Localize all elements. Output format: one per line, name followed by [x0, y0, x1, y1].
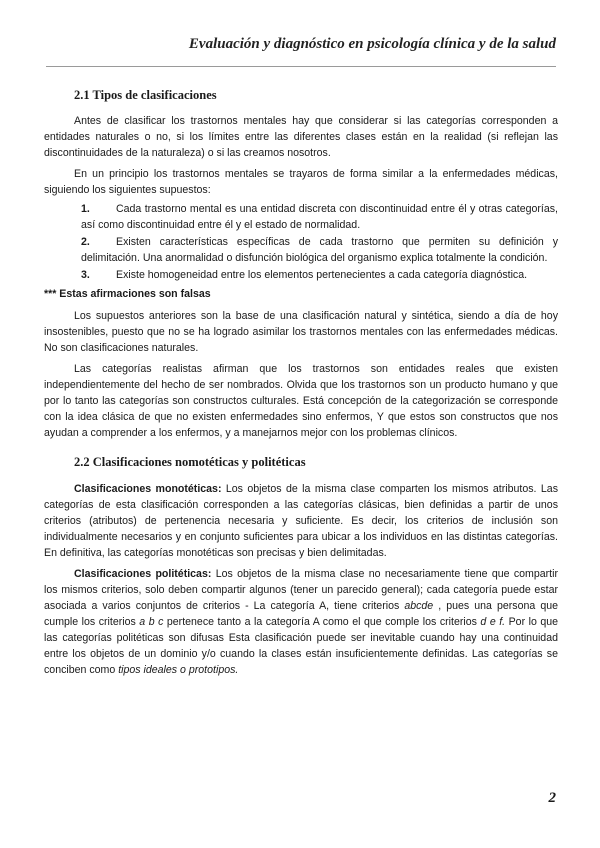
note-false-statements: *** Estas afirmaciones son falsas — [44, 288, 211, 300]
politeticas-text-4: Por lo que las categorías politéticas son difusas Esta clasificación puede ser inevitable cuando hay una continuidad entre los objetos de un dominio y/o cuando la clases están insuficientemente definidas. Las categorías se conciben como — [44, 616, 559, 676]
header-divider — [46, 66, 556, 67]
list-item-number: 1. — [81, 203, 90, 215]
paragraph-categorias-realistas: Las categorías realistas afirman que los trastornos son entidades reales que existen independientemente del hecho de ser nombrados. Olvida que los trastornos son un producto humano y que por lo tanto las categorías son constructos culturales. Está concepción de la categorización se corresponde con la idea clásica de que no existen enfermedades sino enfermos, Y que estos son constructos que nos ayudan a comprender a los enfermos, y a manejarnos mejor con los problemas clínicos. — [44, 363, 558, 439]
section-heading-tipos: 2.1 Tipos de clasificaciones — [74, 88, 217, 102]
paragraph-intro: Antes de clasificar los trastornos mentales hay que considerar si las categorías corresponden a entidades naturales o no, si los límites entre las diferentes clases están en la realidad (si reflejan las discontinuidades de la naturaleza) o si las creamos nosotros. — [44, 115, 558, 159]
paragraph-monoteticas — [44, 481, 558, 561]
list-item-text: Existe homogeneidad entre los elementos pertenecientes a cada categoría diagnóstica. — [116, 269, 528, 281]
tipos-ideales-prototipos: tipos ideales o prototipos. — [118, 664, 239, 676]
section-heading-clasificaciones: 2.2 Clasificaciones nomotéticas y politéticas — [74, 455, 306, 469]
list-item — [44, 234, 558, 266]
list-item-text: Cada trastorno mental es una entidad discreta con discontinuidad entre él y otras categorías, así como discontinuidad entre él y el estado de normalidad. — [81, 203, 558, 231]
list-item — [44, 267, 558, 283]
paragraph-supuestos: En un principio los trastornos mentales se trayaros de forma similar a la enfermedades médicas, siguiendo los siguientes supuestos: — [44, 168, 558, 196]
page-content — [44, 86, 558, 683]
list-item-number: 3. — [81, 269, 90, 281]
list-item — [44, 201, 558, 233]
page-number: 2 — [548, 790, 556, 806]
paragraph-politeticas — [44, 566, 558, 678]
criteria-def: d e f. — [480, 616, 506, 628]
assumptions-list — [44, 201, 558, 283]
term-monoteticas: Clasificaciones monotéticas: — [74, 483, 222, 495]
politeticas-text-2: , pues una persona que cumple los criterios — [44, 600, 558, 628]
running-header-title: Evaluación y diagnóstico en psicología clínica y de la salud — [188, 36, 556, 52]
paragraph-insostenibles: Los supuestos anteriores son la base de una clasificación natural y sintética, siendo a día de hoy insostenibles, puesto que no se ha logrado asimilar los trastornos mentales con las enfermedades médicas. No son clasificaciones naturales. — [44, 310, 558, 354]
politeticas-text-1: Los objetos de la misma clase no necesariamente tiene que compartir los mismos criterios, solo deben compartir algunos (tener un parecido general); cada categoría puede estar asociada a varios conjuntos de criterios - La categoría A, tiene criterios — [44, 568, 558, 612]
politeticas-text-3: pertenece tanto a la categoría A como el que comple los criterios — [163, 616, 481, 628]
term-politeticas: Clasificaciones politéticas: — [74, 568, 212, 580]
monoteticas-text: Los objetos de la misma clase comparten los mismos atributos. Las categorías de esta clasificación corresponden a las categorías clásicas, bien definidas a partir de unos criterios (atributos) de pertenencia necesaria y suficiente. Es decir, los criterios de inclusión son individualmente necesarios y en conjunto suficientes para ubicar a los individuos en las distintas categorías. En definitiva, las categorías monotéticas son precisas y bien delimitadas. — [44, 483, 558, 559]
list-item-number: 2. — [81, 236, 90, 248]
criteria-abcde: abcde — [404, 600, 434, 612]
list-item-text: Existen características específicas de cada trastorno que permiten su definición y delimitación. Una anormalidad o disfunción biológica del organismo explica totalmente la condición. — [81, 236, 558, 264]
criteria-abc: a b c — [139, 616, 164, 628]
